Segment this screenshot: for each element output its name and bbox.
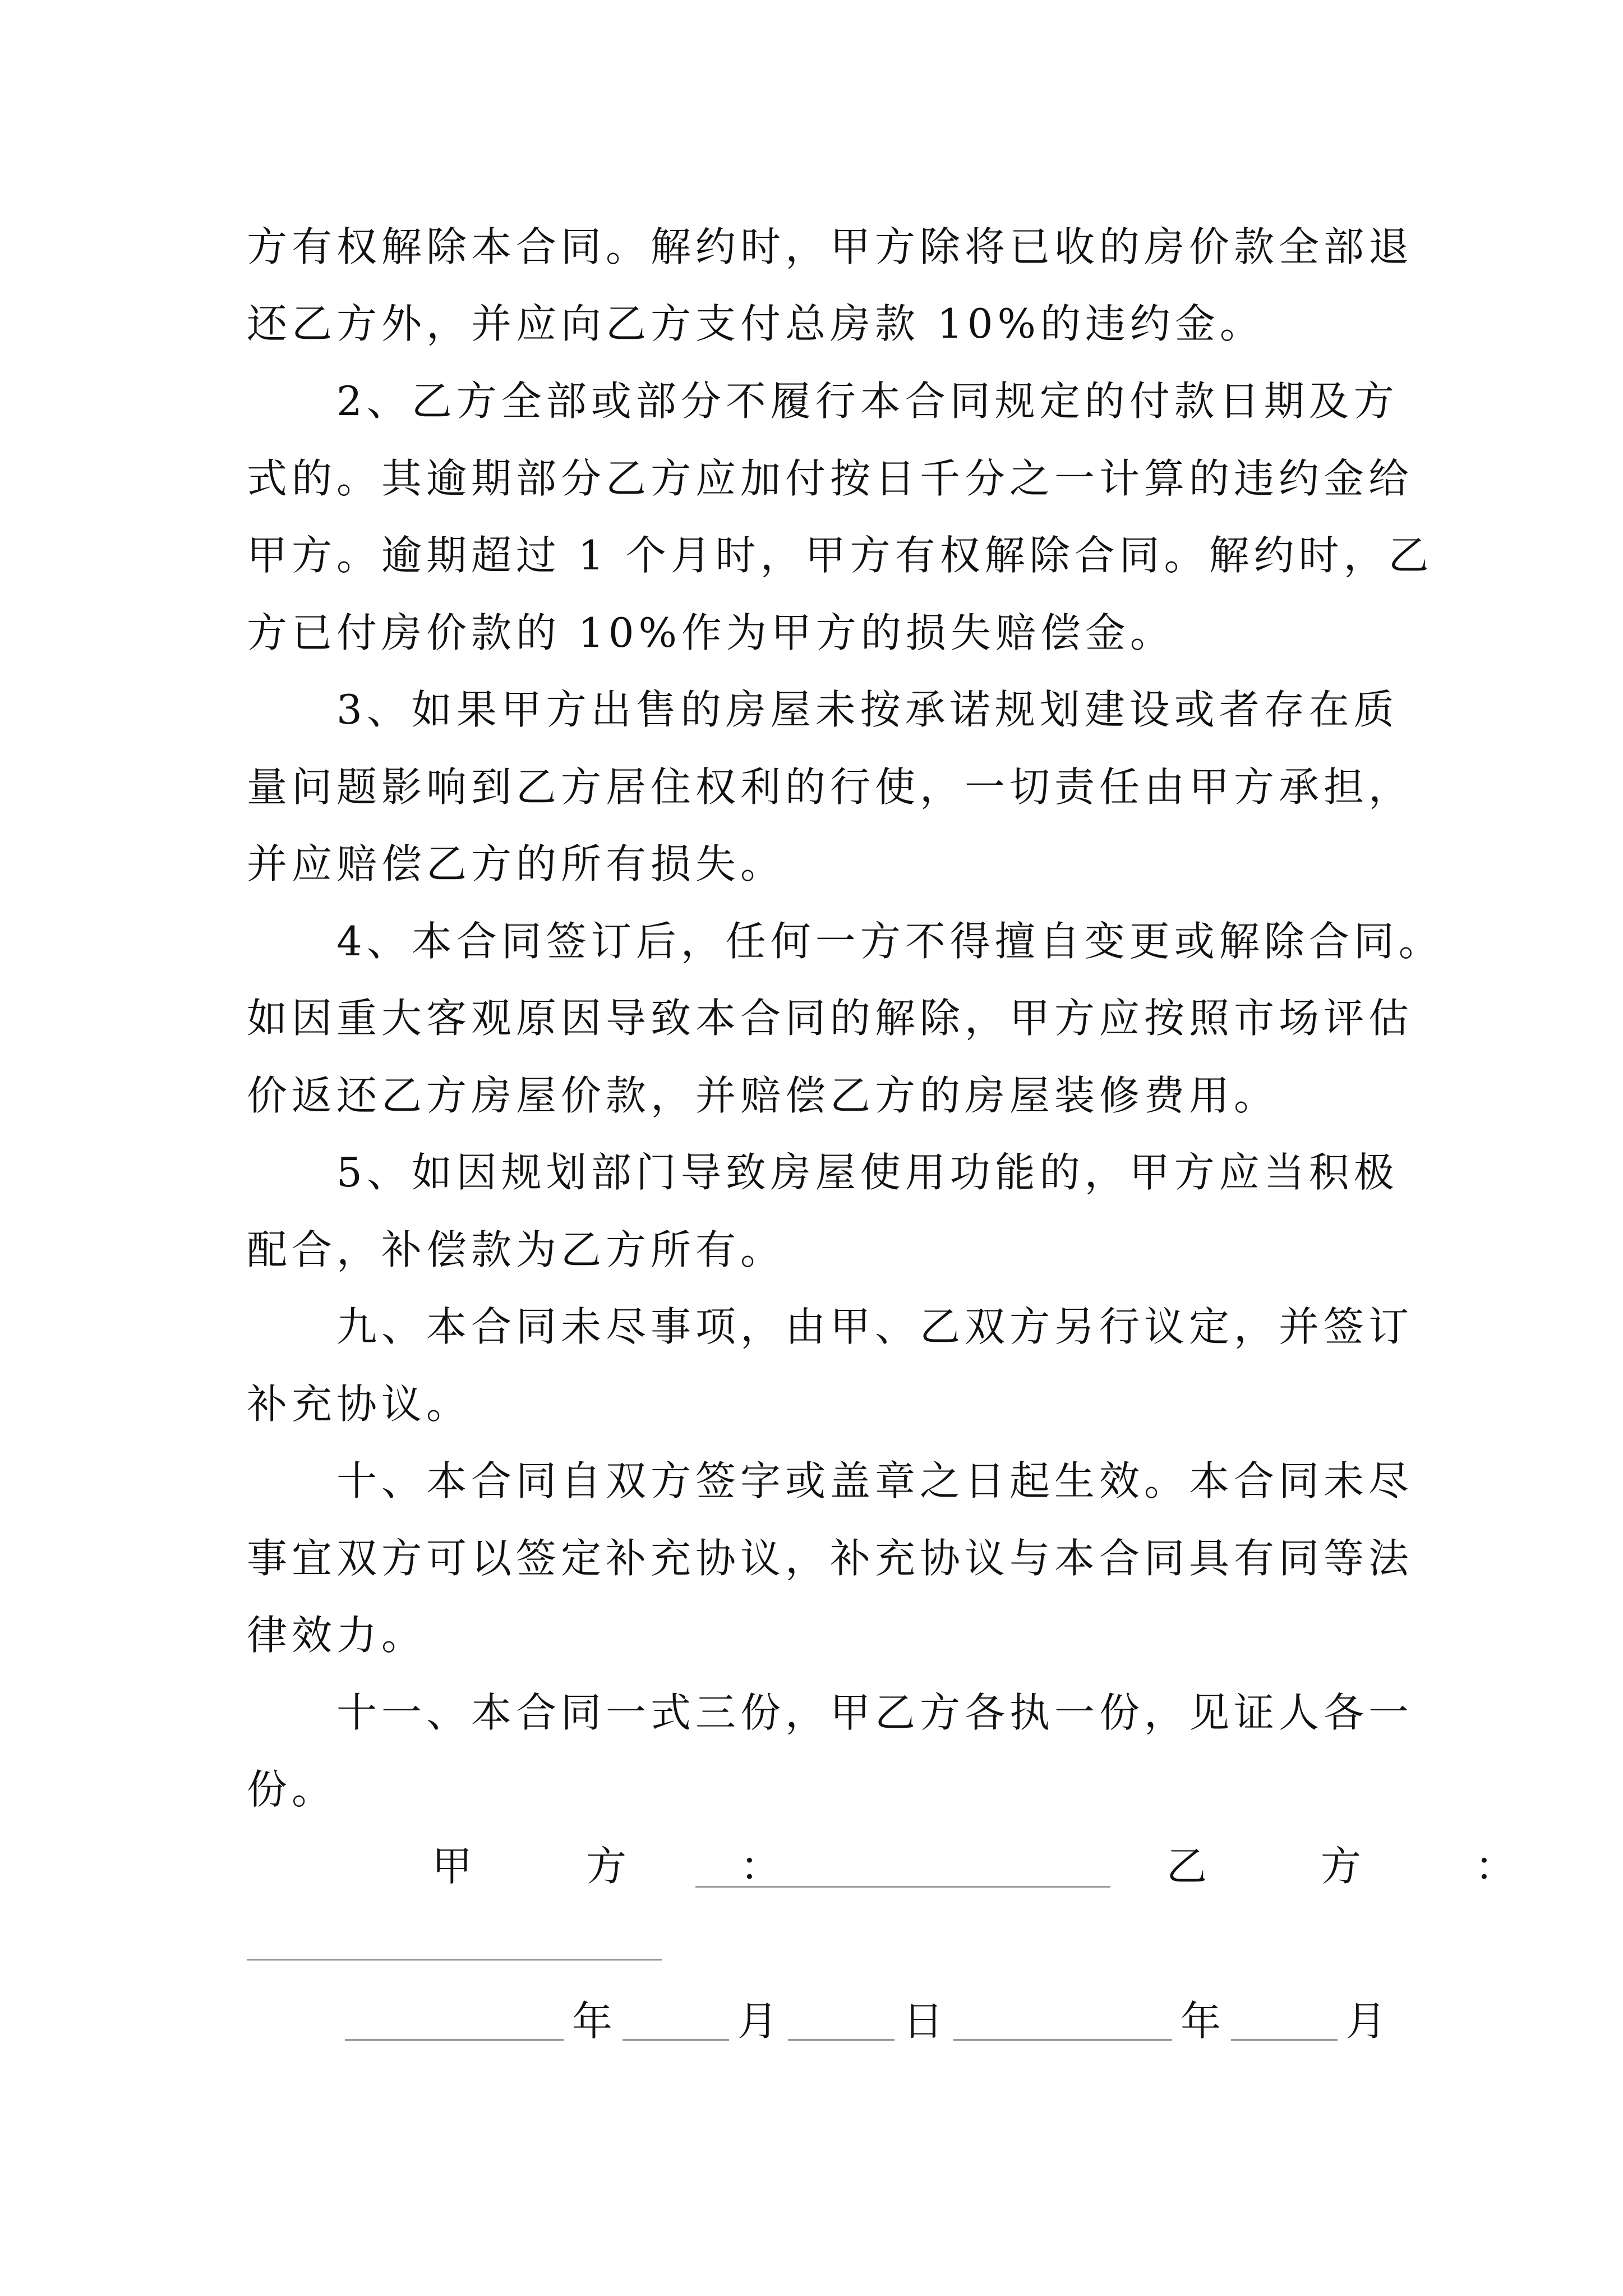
text-line: 量问题影响到乙方居住权利的行使，一切责任由甲方承担， bbox=[247, 763, 1414, 811]
text-line: 补充协议。 bbox=[247, 1381, 472, 1428]
text-line: 方已付房价款的 10%作为甲方的损失赔偿金。 bbox=[247, 609, 1175, 656]
clause-2-start: 2、乙方全部或部分不履行本合同规定的付款日期及方 bbox=[336, 378, 1399, 425]
clause-5-start: 5、如因规划部门导致房屋使用功能的，甲方应当积极 bbox=[336, 1149, 1399, 1196]
text-line: 价返还乙方房屋价款，并赔偿乙方的房屋装修费用。 bbox=[247, 1072, 1279, 1119]
party-a-signature-blank bbox=[695, 1886, 1110, 1888]
article-11-start: 十一、本合同一式三份，甲乙方各执一份，见证人各一 bbox=[336, 1689, 1414, 1736]
party-a-label: 甲 方 ： bbox=[432, 1843, 831, 1890]
text-line: 如因重大客观原因导致本合同的解除，甲方应按照市场评估 bbox=[247, 995, 1414, 1042]
text-line: 还乙方外，并应向乙方支付总房款 10%的违约金。 bbox=[247, 300, 1265, 347]
text-line: 配合，补偿款为乙方所有。 bbox=[247, 1226, 786, 1273]
year-label-b: 年 bbox=[1181, 1998, 1221, 2045]
text-line: 式的。其逾期部分乙方应加付按日千分之一计算的违约金给 bbox=[247, 455, 1414, 502]
article-9-start: 九、本合同未尽事项，由甲、乙双方另行议定，并签订 bbox=[336, 1303, 1414, 1350]
month-blank-a bbox=[623, 2039, 729, 2041]
year-blank-a bbox=[345, 2039, 564, 2041]
text-line: 方有权解除本合同。解约时，甲方除将已收的房价款全部退 bbox=[247, 223, 1414, 270]
text-line: 甲方。逾期超过 1 个月时，甲方有权解除合同。解约时，乙 bbox=[247, 532, 1433, 579]
clause-3-start: 3、如果甲方出售的房屋未按承诺规划建设或者存在质 bbox=[336, 686, 1399, 733]
text-line: 份。 bbox=[247, 1766, 337, 1813]
day-blank-a bbox=[788, 2039, 895, 2041]
clause-4-start: 4、本合同签订后，任何一方不得擅自变更或解除合同。 bbox=[336, 918, 1444, 965]
article-10-start: 十、本合同自双方签字或盖章之日起生效。本合同未尽 bbox=[336, 1457, 1414, 1504]
month-label-b: 月 bbox=[1346, 1998, 1387, 2045]
party-b-signature-blank bbox=[247, 1959, 662, 1961]
text-line: 并应赔偿乙方的所有损失。 bbox=[247, 840, 786, 887]
month-blank-b bbox=[1231, 2039, 1338, 2041]
text-line: 事宜双方可以签定补充协议，补充协议与本合同具有同等法 bbox=[247, 1535, 1414, 1582]
year-label-a: 年 bbox=[572, 1998, 613, 2045]
year-blank-b bbox=[953, 2039, 1172, 2041]
text-line: 律效力。 bbox=[247, 1612, 427, 1659]
day-label-a: 日 bbox=[903, 1998, 944, 2045]
party-b-label: 乙 方 ： bbox=[1166, 1843, 1566, 1890]
month-label-a: 月 bbox=[737, 1998, 778, 2045]
